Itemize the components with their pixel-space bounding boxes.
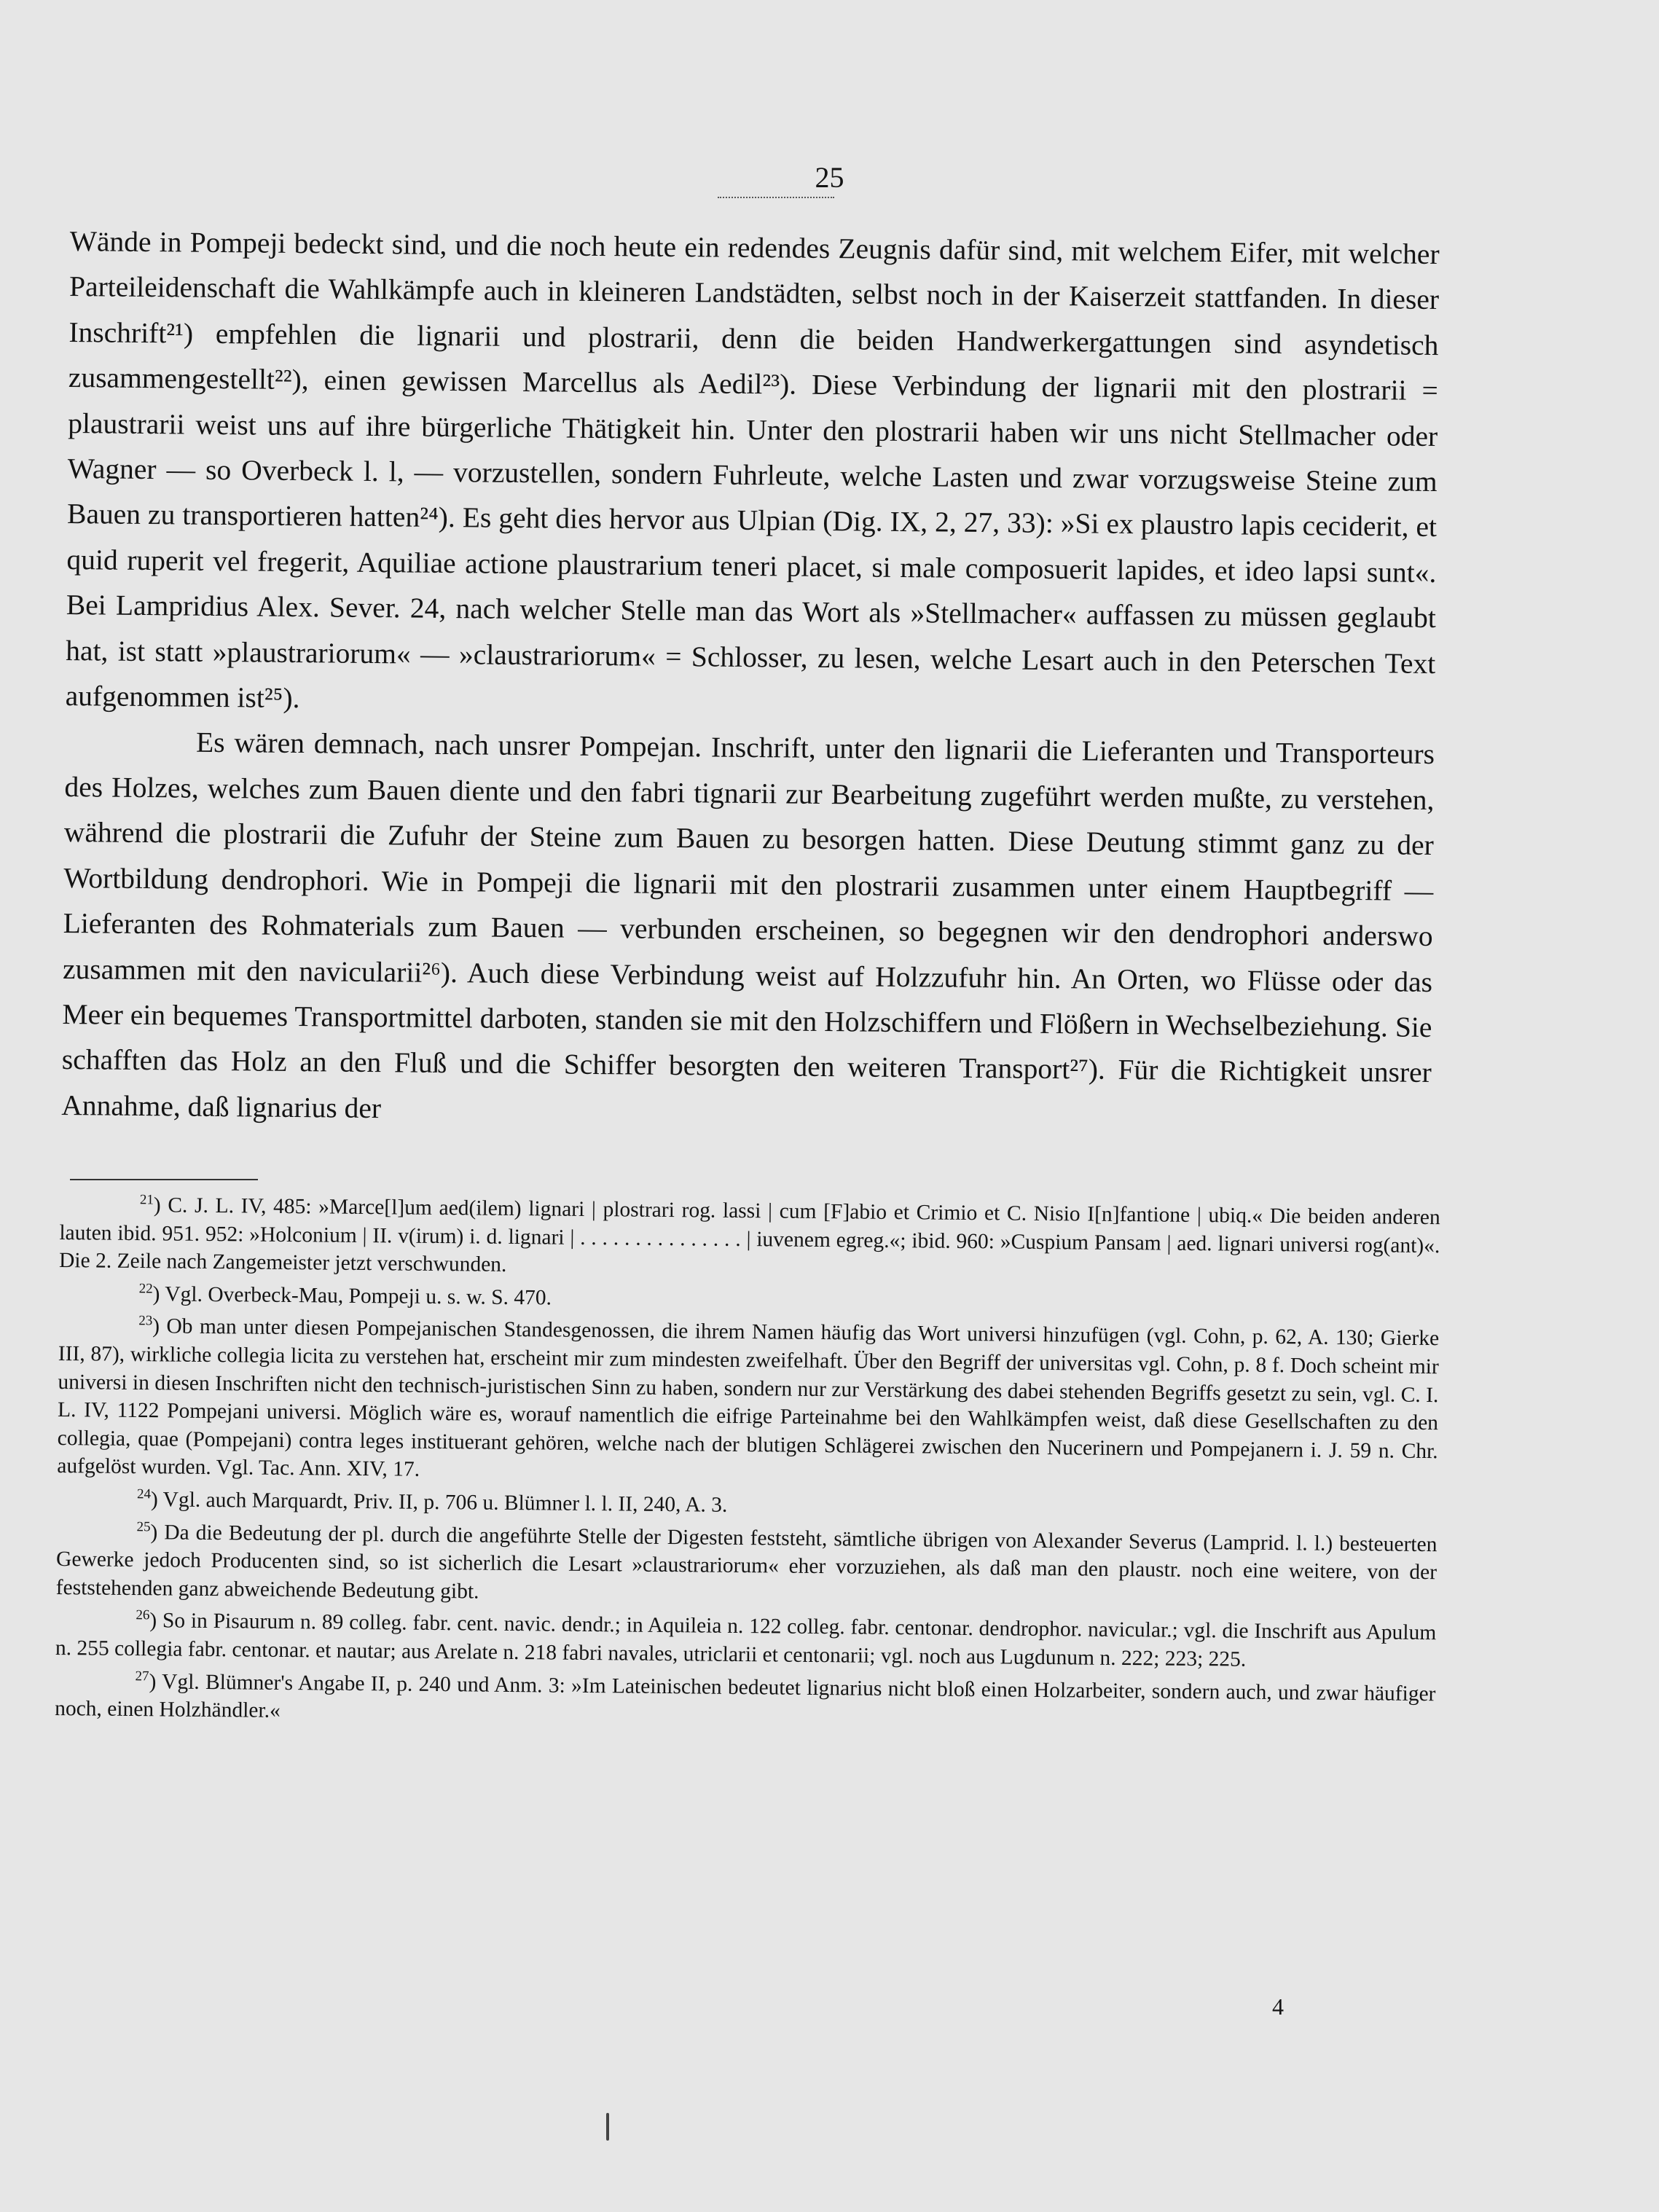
signature-mark: 4 xyxy=(1272,1993,1284,2020)
footnote-text: Vgl. auch Marquardt, Priv. II, p. 706 u. Blümner l. l. II, 240, A. 3. xyxy=(162,1488,728,1517)
footnote-number: 22 xyxy=(138,1281,153,1297)
footnote-paren: ) xyxy=(150,1488,163,1512)
footnote-paren: ) xyxy=(149,1609,163,1633)
footnote-separator xyxy=(70,1179,258,1180)
footnote xyxy=(55,1666,1436,1736)
footnote xyxy=(57,1311,1439,1494)
page-number-ornament xyxy=(718,197,834,203)
footnote-number: 24 xyxy=(136,1486,152,1502)
footnote-paren: ) xyxy=(150,1520,165,1544)
footnote-text: C. J. L. IV, 485: »Marce[l]um aed(ilem) lignari | plostrari rog. lassi | cum [F]abio et Crimio et C. Nisio I[n]fantione | ubiq.« Die beiden anderen lauten ibid. 951. 952: »Holconium | II. v(irum) i. d. lignari | . . . . . . . . . . . . . . . | iuvenem egreg.«; ibid. 960: »Cuspium Pansam | aed. lignari universi rog(ant)«. Die 2. Zeile nach Zangemeister jetzt verschwunden. xyxy=(58,1193,1440,1277)
footnote xyxy=(59,1191,1440,1288)
footnote-paren: ) xyxy=(153,1193,168,1217)
scan-speck xyxy=(606,2113,609,2141)
main-text xyxy=(61,219,1440,1141)
footnote xyxy=(56,1518,1438,1615)
footnote-text: Vgl. Blümner's Angabe II, p. 240 und Anm. 3: »Im Lateinischen bedeutet lignarius nicht bloß einen Holzarbeiter, sondern auch, und zwar häufiger noch, einen Holzhändler.« xyxy=(55,1669,1436,1723)
footnote xyxy=(55,1606,1437,1675)
footnote-text: Ob man unter diesen Pompejanischen Standesgenossen, die ihrem Namen häufig das Wort universi hinzufügen (vgl. Cohn, p. 62, A. 130; Gierke III, 87), wirkliche collegia licita zu verstehen hat, erscheint mir zum mindesten zweifelhaft. Über den Begriff der universitas vgl. Cohn, p. 8 f. Doch scheint mir universi in diesen Inschriften nicht den technisch-juristischen Sinn zu haben, sondern nur zur Verstärkung des dabei stehenden Begriffs gesetzt zu sein, vgl. C. I. L. IV, 1122 Pompejani universi. Möglich wäre es, worauf namentlich die eifrige Parteinahme bei den Wahlkämpfen weist, daß diese Gesellschaften zu den collegia, quae (Pompejani) contra leges instituerant gehören, welche nach der blutigen Schlägerei zwischen den Nucerinern und Pompejanern i. J. 59 n. Chr. aufgelöst wurden. Vgl. Tac. Ann. XIV, 17. xyxy=(57,1314,1440,1482)
paragraph: Wände in Pompeji bedeckt sind, und die noch heute ein redendes Zeugnis dafür sind, mit welchem Eifer, mit welcher Parteileidenschaft die Wahlkämpfe auch in kleineren Landstädten, selbst noch in der Kaiserzeit stattfanden. In dieser Inschrift²¹) empfehlen die lignarii und plostrarii, denn die beiden Handwerkergattungen sind asyndetisch zusammengestellt²²), einen gewissen Marcellus als Aedil²³). Diese Verbindung der lignarii mit den plostrarii = plaustrarii weist uns auf ihre bürgerliche Thätigkeit hin. Unter den plostrarii haben wir uns nicht Stellmacher oder Wagner — so Overbeck l. l, — vorzustellen, sondern Fuhrleute, welche Lasten und zwar vorzugsweise Steine zum Bauen zu transportieren hatten²⁴). Es geht dies hervor aus Ulpian (Dig. IX, 2, 27, 33): »Si ex plaustro lapis ceciderit, et quid ruperit vel fregerit, Aquiliae actione plaustrarium teneri placet, si male composuerit lapides, et ideo lapsi sunt«. Bei Lampridius Alex. Sever. 24, nach welcher Stelle man das Wort als »Stellmacher« auffassen zu müssen geglaubt hat, ist statt »plaustrariorum« — »claustrariorum« = Schlosser, zu lesen, welche Lesart auch in den Peterschen Text aufgenommen ist²⁵). xyxy=(65,224,1440,715)
footnote-text: Vgl. Overbeck-Mau, Pompeji u. s. w. S. 470. xyxy=(165,1282,552,1310)
footnote-paren: ) xyxy=(149,1669,162,1693)
paragraph: Es wären demnach, nach unsrer Pompejan. Inschrift, unter den lignarii die Lieferanten und Transporteurs des Holzes, welches zum Bauen diente und den fabri tignarii zur Bearbeitung zugeführt werden mußte, zu verstehen, während die plostrarii die Zufuhr der Steine zum Bauen zu besorgen hatten. Diese Deutung stimmt ganz zu der Wortbildung dendrophori. Wie in Pompeji die lignarii mit den plostrarii zusammen unter einem Hauptbegriff — Lieferanten des Rohmaterials zum Bauen — verbunden erscheinen, so begegnen wir den dendrophori anderswo zusammen mit den navicularii²⁶). Auch diese Verbindung weist auf Holzzufuhr hin. An Orten, wo Flüsse oder das Meer ein bequemes Transportmittel darboten, standen sie mit den Holzschiffern und Flößern in Wechselbeziehung. Sie schafften das Holz an den Fluß und die Schiffer besorgten den weiteren Transport²⁷). Für die Richtigkeit unsrer Annahme, daß lignarius der xyxy=(61,726,1435,1124)
footnote-number: 23 xyxy=(138,1313,153,1329)
footnote-text: Da die Bedeutung der pl. durch die angeführte Stelle der Digesten feststeht, sämtliche übrigen von Alexander Severus (Lamprid. l. l.) besteuerten Gewerke jedoch Producenten sind, so ist sicherlich die Lesart »claustrariorum« eher vorzuziehen, als daß man den plaustr. noch eine weitere, von der feststehenden ganz abweichende Bedeutung gibt. xyxy=(55,1520,1438,1604)
footnotes xyxy=(55,1191,1440,1741)
footnote-number: 21 xyxy=(139,1192,154,1208)
footnote-text: So in Pisaurum n. 89 colleg. fabr. cent. navic. dendr.; in Aquileia n. 122 colleg. fabr. centonar. dendrophor. navicular.; vgl. die Inschrift aus Apulum n. 255 collegia fabr. centonar. et nautar; aus Arelate n. 218 fabri navales, utriclarii et centonarii; vgl. noch aus Lugdunum n. 222; 223; 225. xyxy=(55,1609,1437,1671)
footnote-paren: ) xyxy=(152,1314,167,1338)
footnote-number: 27 xyxy=(135,1668,149,1684)
footnote-paren: ) xyxy=(152,1282,165,1306)
footnote-number: 25 xyxy=(136,1518,151,1534)
footnote-number: 26 xyxy=(136,1607,150,1623)
page-number: 25 xyxy=(815,161,844,194)
